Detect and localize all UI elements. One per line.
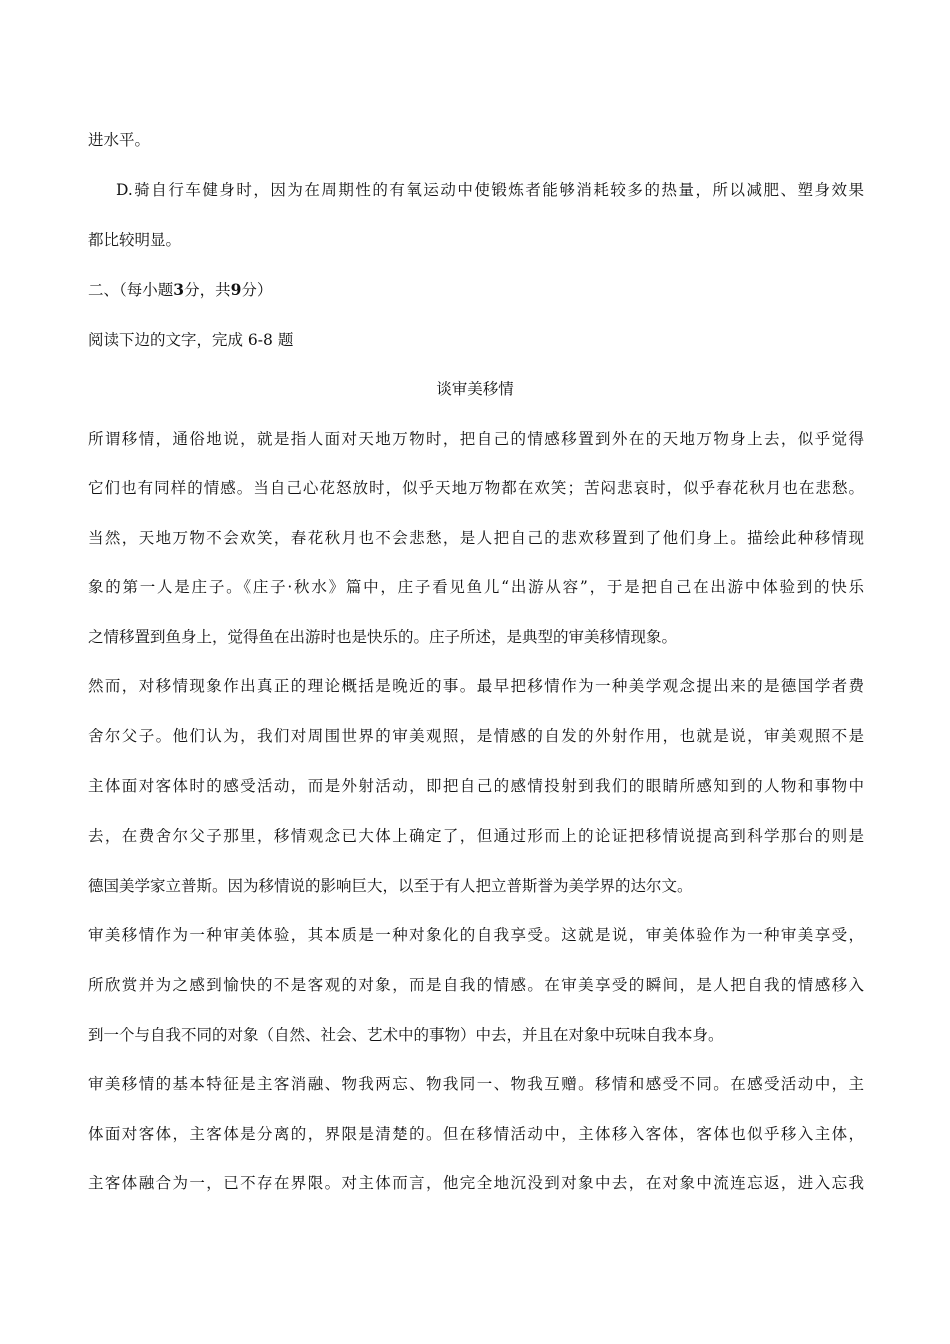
article-line: 当然，天地万物不会欢笑，春花秋月也不会悲愁，是人把自己的悲欢移置到了他们身上。描绘此种移情现 bbox=[88, 529, 864, 547]
section-heading bbox=[88, 280, 864, 300]
article-line: 审美移情的基本特征是主客消融、物我两忘、物我同一、物我互赠。移情和感受不同。在感受活动中，主 bbox=[88, 1075, 864, 1093]
article-line: 主客体融合为一，已不存在界限。对主体而言，他完全地沉没到对象中去，在对象中流连忘返，进入忘我 bbox=[88, 1174, 864, 1192]
reading-instruction: 阅读下边的文字，完成 6-8 题 bbox=[88, 331, 294, 349]
section-heading-prefix: 二、（每小题 bbox=[88, 281, 174, 299]
article-line: 德国美学家立普斯。因为移情说的影响巨大，以至于有人把立普斯誉为美学界的达尔文。 bbox=[88, 877, 693, 895]
points-total: 9 bbox=[230, 280, 242, 299]
section-heading-suffix: 分） bbox=[241, 281, 273, 299]
article-line: 之情移置到鱼身上，觉得鱼在出游时也是快乐的。庄子所述，是典型的审美移情现象。 bbox=[88, 628, 678, 646]
article-line: 舍尔父子。他们认为，我们对周围世界的审美观照，是情感的自发的外射作用，也就是说，审美观照不是 bbox=[88, 727, 864, 745]
section-heading-middle: 分，共 bbox=[184, 281, 231, 299]
article-line: 审美移情作为一种审美体验，其本质是一种对象化的自我享受。这就是说，审美体验作为一种审美享受， bbox=[88, 926, 864, 944]
article-line: 主体面对客体时的感受活动，而是外射活动，即把自己的感情投射到我们的眼睛所感知到的人物和事物中 bbox=[88, 777, 864, 795]
article-line: 去，在费舍尔父子那里，移情观念已大体上确定了，但通过形而上的论证把移情说提高到科学那台的则是 bbox=[88, 827, 864, 845]
article-line: 然而，对移情现象作出真正的理论概括是晚近的事。最早把移情作为一种美学观念提出来的是德国学者费 bbox=[88, 677, 864, 695]
continuation-line: 进水平。 bbox=[88, 131, 151, 149]
article-line: 象的第一人是庄子。《庄子·秋水》篇中，庄子看见鱼儿“出游从容”，于是把自己在出游中体验到的快乐 bbox=[88, 578, 864, 596]
article-title: 谈审美移情 bbox=[436, 380, 514, 398]
article-line: 它们也有同样的情感。当自己心花怒放时，似乎天地万物都在欢笑；苦闷悲哀时，似乎春花秋月也在悲愁。 bbox=[88, 479, 864, 497]
option-d-line-1: D.骑自行车健身时，因为在周期性的有氧运动中使锻炼者能够消耗较多的热量，所以减肥、塑身效果 bbox=[116, 181, 864, 199]
article-line: 所欣赏并为之感到愉快的不是客观的对象，而是自我的情感。在审美享受的瞬间，是人把自我的情感移入 bbox=[88, 976, 864, 994]
option-d-line-2: 都比较明显。 bbox=[88, 231, 182, 249]
article-line: 所谓移情，通俗地说，就是指人面对天地万物时，把自己的情感移置到外在的天地万物身上去，似乎觉得 bbox=[88, 430, 864, 448]
article-line: 体面对客体，主客体是分离的，界限是清楚的。但在移情活动中，主体移入客体，客体也似乎移入主体， bbox=[88, 1125, 864, 1143]
article-line: 到一个与自我不同的对象（自然、社会、艺术中的事物）中去，并且在对象中玩味自我本身。 bbox=[88, 1026, 724, 1044]
points-each: 3 bbox=[173, 280, 185, 299]
